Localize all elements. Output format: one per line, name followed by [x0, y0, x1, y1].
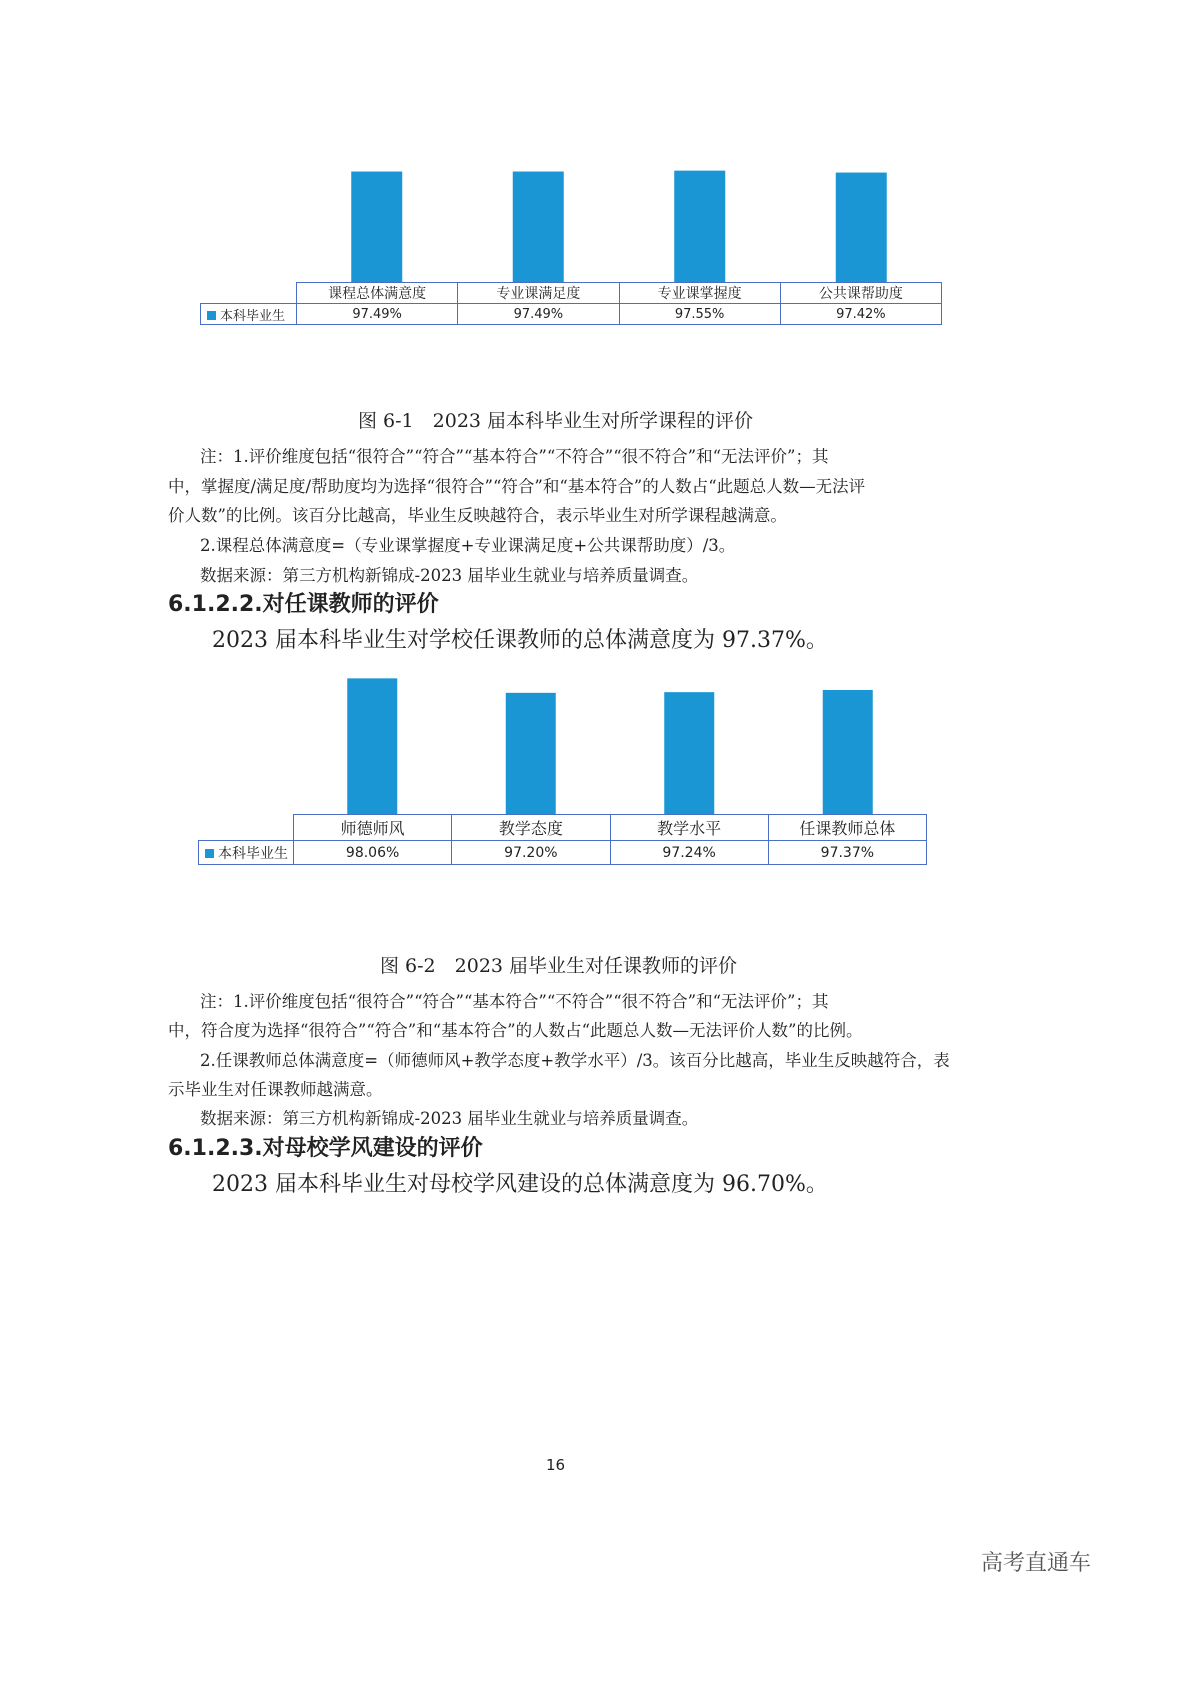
chart2-bars: [198, 665, 933, 814]
category-label: 教学态度: [452, 815, 610, 841]
figure2-caption: 图 6-2 2023 届毕业生对任课教师的评价: [380, 955, 738, 977]
legend-entry: [201, 304, 297, 325]
value-label: 97.37%: [768, 841, 926, 865]
figure1-note-line: 价人数”的比例。该百分比越高，毕业生反映越符合，表示毕业生对所学课程越满意。: [168, 506, 787, 525]
value-label: 97.55%: [619, 304, 780, 325]
legend-swatch-icon: [205, 849, 214, 858]
chart1-data-table: [200, 282, 942, 325]
figure2-note-line: 注：1.评价维度包括“很符合”“符合”“基本符合”“不符合”“很不符合”和“无法评价”；其: [200, 992, 829, 1011]
bar-4: [836, 173, 887, 282]
figure1-note-line: 中，掌握度/满足度/帮助度均为选择“很符合”“符合”和“基本符合”的人数占“此题总人数—无法评: [168, 477, 866, 496]
figure1-caption: 图 6-1 2023 届本科毕业生对所学课程的评价: [358, 410, 754, 432]
value-label: 98.06%: [294, 841, 452, 865]
figure2-note-line: 2.任课教师总体满意度=（师德师风+教学态度+教学水平）/3。该百分比越高，毕业生反映越符合，表: [200, 1051, 950, 1070]
category-label: 专业课掌握度: [619, 283, 780, 304]
watermark-text: 高考直通车: [981, 1551, 1092, 1576]
bar-3: [664, 692, 714, 814]
category-label: 教学水平: [610, 815, 768, 841]
section-body: 2023 届本科毕业生对母校学风建设的总体满意度为 96.70%。: [212, 1172, 828, 1197]
category-label: 课程总体满意度: [297, 283, 458, 304]
category-label: 专业课满足度: [458, 283, 619, 304]
bar-2: [506, 693, 556, 814]
bar-2: [513, 172, 564, 282]
figure2-note-line: 中，符合度为选择“很符合”“符合”和“基本符合”的人数占“此题总人数—无法评价人数”的比例。: [168, 1021, 863, 1040]
section-heading: 6.1.2.2.对任课教师的评价: [168, 592, 439, 617]
figure1-note-line: 2.课程总体满意度=（专业课掌握度+专业课满足度+公共课帮助度）/3。: [200, 536, 736, 555]
value-label: 97.49%: [458, 304, 619, 325]
value-label: 97.42%: [780, 304, 941, 325]
table-corner: [201, 283, 297, 304]
value-label: 97.49%: [297, 304, 458, 325]
figure1-note-line: 数据来源：第三方机构新锦成-2023 届毕业生就业与培养质量调查。: [200, 566, 699, 585]
page-number: 16: [546, 1456, 566, 1474]
figure2-note-line: 示毕业生对任课教师越满意。: [168, 1080, 383, 1099]
section-heading: 6.1.2.3.对母校学风建设的评价: [168, 1136, 483, 1161]
category-label: 任课教师总体: [768, 815, 926, 841]
value-label: 97.20%: [452, 841, 610, 865]
series-name: 本科毕业生: [218, 845, 288, 862]
figure1-note-line: 注：1.评价维度包括“很符合”“符合”“基本符合”“不符合”“很不符合”和“无法评价”；其: [200, 447, 829, 466]
section-body: 2023 届本科毕业生对学校任课教师的总体满意度为 97.37%。: [212, 628, 828, 653]
series-name: 本科毕业生: [220, 308, 286, 324]
category-label: 师德师风: [294, 815, 452, 841]
chart-teacher-evaluation: [198, 665, 933, 875]
legend-swatch-icon: [207, 311, 216, 320]
chart-course-evaluation: [200, 150, 945, 330]
bar-4: [823, 690, 873, 814]
bar-1: [347, 678, 397, 814]
bar-3: [674, 171, 725, 282]
bar-1: [351, 172, 402, 282]
category-label: 公共课帮助度: [780, 283, 941, 304]
table-corner: [199, 815, 294, 841]
legend-entry: [199, 841, 294, 865]
value-label: 97.24%: [610, 841, 768, 865]
chart1-bars: [200, 150, 945, 282]
figure2-note-line: 数据来源：第三方机构新锦成-2023 届毕业生就业与培养质量调查。: [200, 1109, 699, 1128]
chart2-data-table: [198, 814, 927, 865]
